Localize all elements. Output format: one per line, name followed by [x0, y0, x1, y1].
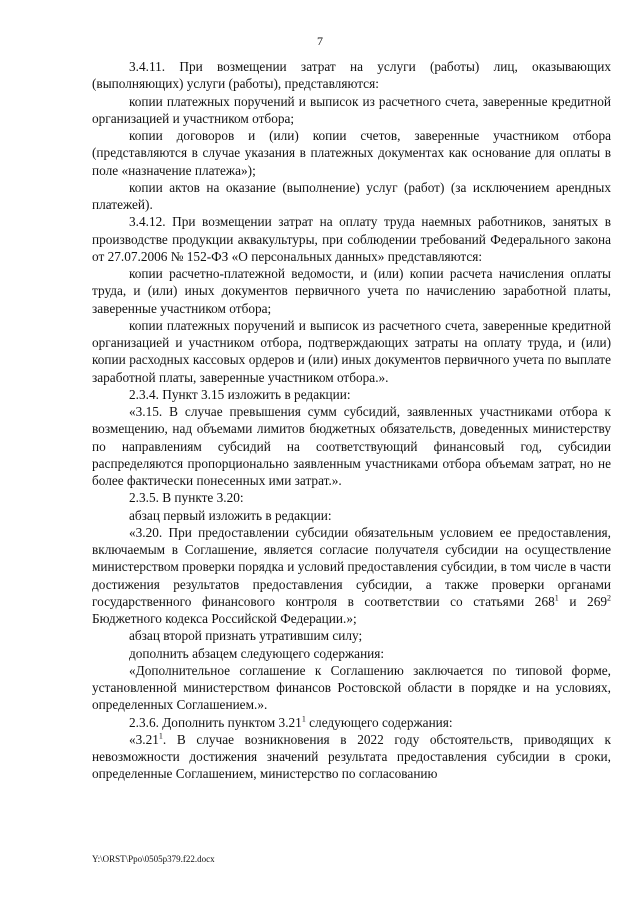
file-path-footer: Y:\ORST\Ppo\0505p379.f22.docx [92, 854, 215, 864]
paragraph-3-21-1-text-b: . В случае возникновения в 2022 году обстоятельств, приводящих к невозможности достижения значений результата предоставления субсидии в сроки, определенные Соглашением, министерство по согласованию [92, 731, 611, 782]
superscript-1: 1 [301, 714, 306, 724]
paragraph-3-4-11: 3.4.11. При возмещении затрат на услуги (работы) лиц, оказывающих (выполняющих) услуги (работы), представляются: [92, 59, 611, 92]
superscript-1: 1 [554, 593, 559, 603]
document-body [92, 58, 611, 783]
paragraph-add-abzac: дополнить абзацем следующего содержания: [129, 645, 385, 661]
paragraph-3-20-text-c: Бюджетного кодекса Российской Федерации.»; [92, 611, 357, 626]
paragraph-payment-orders-labor: копии платежных поручений и выписок из расчетного счета, заверенные кредитной организацией и участником отбора, подтверждающих затраты на оплату труда, и (или) копии расходных кассовых ордеров и (или) иных документов первичного учета по выплате заработной платы, заверенные участником отбора.». [92, 317, 611, 385]
paragraph-3-21-1-text-a: «3.21 [129, 731, 159, 747]
paragraph-2-3-5: 2.3.5. В пункте 3.20: [129, 490, 244, 506]
paragraph-acts: копии актов на оказание (выполнение) услуг (работ) (за исключением арендных платежей). [92, 179, 611, 212]
paragraph-2-3-4: 2.3.4. Пункт 3.15 изложить в редакции: [129, 386, 351, 402]
paragraph-2-3-6 [92, 714, 611, 731]
paragraph-first-abzac: абзац первый изложить в редакции: [129, 507, 332, 523]
paragraph-payroll: копии расчетно-платежной ведомости, и (или) копии расчета начисления оплаты труда, и (или) иных документов первичного учета по начислению заработной платы, заверенные участником отбора; [92, 266, 611, 316]
paragraph-2-3-6-text-a: 2.3.6. Дополнить пунктом 3.21 [129, 714, 302, 730]
paragraph-additional-agreement: «Дополнительное соглашение к Соглашению заключается по типовой форме, установленной министерством финансов Ростовской области в порядке и на условиях, определенных Соглашением.». [92, 662, 611, 713]
superscript-2: 2 [607, 593, 611, 603]
paragraph-3-15: «3.15. В случае превышения сумм субсидий, заявленных участниками отбора к возмещению, над объемами лимитов бюджетных обязательств, доведенных министерству по направлениям субсидий на соответствующий финансовый год, субсидии распределяются пропорционально заявленным участниками отбора объемам затрат, но не более фактически понесенных ими затрат.». [92, 404, 611, 488]
paragraph-contracts: копии договоров и (или) копии счетов, заверенные участником отбора (представляются в случае указания в платежных документах как основание для оплаты в поле «назначение платежа»); [92, 128, 611, 178]
paragraph-3-21-1 [92, 731, 611, 783]
page-number: 7 [317, 34, 323, 48]
paragraph-3-20-text-b: и 269 [558, 593, 607, 609]
superscript-1: 1 [158, 731, 163, 741]
paragraph-3-20 [92, 524, 611, 628]
paragraph-3-20-text-a: «3.20. При предоставлении субсидии обязательным условием ее предоставления, включаемым в Соглашение, является согласие получателя субсидии на осуществление министерством проверки порядка и условий предоставления субсидии, в том числе в части достижения результатов предоставления субсидии, а также проверки органами государственного финансового контроля в соответствии со статьями 268 [92, 524, 611, 609]
paragraph-payment-orders: копии платежных поручений и выписок из расчетного счета, заверенные кредитной организацией и участником отбора; [92, 93, 611, 126]
paragraph-2-3-6-text-b: следующего содержания: [305, 714, 453, 730]
paragraph-second-abzac: абзац второй признать утратившим силу; [129, 628, 363, 644]
paragraph-3-4-12: 3.4.12. При возмещении затрат на оплату труда наемных работников, занятых в производстве продукции аквакультуры, при соблюдении требований Федерального закона от 27.07.2006 № 152-ФЗ «О персональных данных» представляются: [92, 214, 611, 264]
